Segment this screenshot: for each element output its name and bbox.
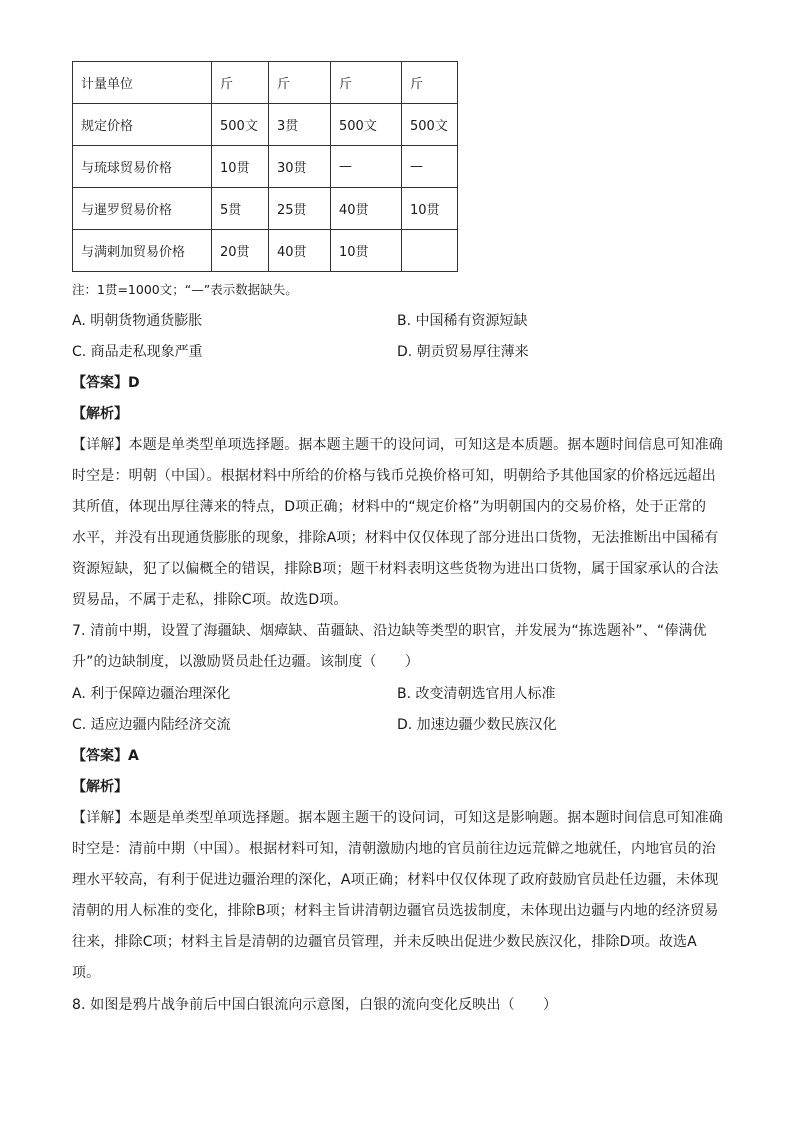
q6-option-c: C. 商品走私现象严重 xyxy=(72,344,203,360)
table-cell: 5贯 xyxy=(212,188,269,230)
q8-stem: 8. 如图是鸦片战争前后中国白银流向示意图，白银的流向变化反映出（ ） xyxy=(72,997,558,1013)
table-cell: 斤 xyxy=(212,62,269,104)
table-cell: 与琉球贸易价格 xyxy=(73,146,212,188)
table-cell: 30贯 xyxy=(269,146,331,188)
q7-detail-line: 项。 xyxy=(72,965,101,981)
q7-detail-line: 清朝的用人标准的变化，排除B项；材料主旨讲清朝边疆官员选拔制度，未体现出边疆与内地的经济贸易 xyxy=(72,903,719,919)
table-cell: 10贯 xyxy=(402,188,458,230)
table-cell xyxy=(402,230,458,272)
q6-option-b: B. 中国稀有资源短缺 xyxy=(397,313,528,329)
table-cell: 40贯 xyxy=(331,188,402,230)
table-cell: 25贯 xyxy=(269,188,331,230)
q6-analysis-label: 【解析】 xyxy=(72,406,128,422)
q7-stem-line: 升”的边缺制度，以激励贤员赴任边疆。该制度（ ） xyxy=(72,654,420,670)
q7-detail-line: 【详解】本题是单类型单项选择题。据本题主题干的设问词，可知这是影响题。据本题时间信息可知准确 xyxy=(72,810,723,826)
table-row xyxy=(73,62,458,104)
q7-option-c: C. 适应边疆内陆经济交流 xyxy=(72,717,231,733)
table-cell: 500文 xyxy=(402,104,458,146)
q6-detail-line: 【详解】本题是单类型单项选择题。据本题主题干的设问词，可知这是本质题。据本题时间信息可知准确 xyxy=(72,437,723,453)
table-cell: — xyxy=(402,146,458,188)
table-cell: 与满剌加贸易价格 xyxy=(73,230,212,272)
q6-detail-line: 贸易品，不属于走私，排除C项。故选D项。 xyxy=(72,592,348,608)
q6-detail-line: 时空是：明朝（中国）。根据材料中所给的价格与钱币兑换价格可知，明朝给予其他国家的价格远远超出 xyxy=(72,468,716,484)
table-cell: 10贯 xyxy=(331,230,402,272)
price-table-body xyxy=(73,62,458,272)
table-row xyxy=(73,146,458,188)
table-cell: 斤 xyxy=(331,62,402,104)
q6-option-d: D. 朝贡贸易厚往薄来 xyxy=(397,344,529,360)
table-note: 注：1贯=1000文；“—”表示数据缺失。 xyxy=(72,282,298,297)
table-cell: 20贯 xyxy=(212,230,269,272)
q6-answer: 【答案】D xyxy=(72,375,140,391)
q6-option-a: A. 明朝货物通货膨胀 xyxy=(72,313,203,329)
table-cell: 3贯 xyxy=(269,104,331,146)
table-row xyxy=(73,188,458,230)
q7-option-b: B. 改变清朝选官用人标准 xyxy=(397,686,556,702)
q6-detail-line: 其所值，体现出厚往薄来的特点，D项正确；材料中的“规定价格”为明朝国内的交易价格，处于正常的 xyxy=(72,499,707,515)
q7-option-a: A. 利于保障边疆治理深化 xyxy=(72,686,231,702)
table-cell: 500文 xyxy=(212,104,269,146)
table-cell: 40贯 xyxy=(269,230,331,272)
table-cell: 计量单位 xyxy=(73,62,212,104)
table-cell: 与暹罗贸易价格 xyxy=(73,188,212,230)
table-cell: 斤 xyxy=(269,62,331,104)
q6-detail-line: 水平，并没有出现通货膨胀的现象，排除A项；材料中仅仅体现了部分进出口货物，无法推断出中国稀有 xyxy=(72,530,719,546)
table-cell: — xyxy=(331,146,402,188)
q7-analysis-label: 【解析】 xyxy=(72,779,128,795)
table-cell: 规定价格 xyxy=(73,104,212,146)
q7-option-d: D. 加速边疆少数民族汉化 xyxy=(397,717,557,733)
table-row xyxy=(73,104,458,146)
q7-detail-line: 往来，排除C项；材料主旨是清朝的边疆官员管理，并未反映出促进少数民族汉化，排除D项。故选A xyxy=(72,934,697,950)
q7-detail-line: 理水平较高，有利于促进边疆治理的深化，A项正确；材料中仅仅体现了政府鼓励官员赴任边疆，未体现 xyxy=(72,872,719,888)
q7-stem-line: 7. 清前中期，设置了海疆缺、烟瘴缺、苗疆缺、沿边缺等类型的职官，并发展为“拣选题补”、“俸满优 xyxy=(72,623,707,639)
table-cell: 10贯 xyxy=(212,146,269,188)
table-cell: 500文 xyxy=(331,104,402,146)
q7-answer: 【答案】A xyxy=(72,748,139,764)
price-table xyxy=(72,61,458,272)
table-row xyxy=(73,230,458,272)
q7-detail-line: 时空是：清前中期（中国）。根据材料可知，清朝激励内地的官员前往边远荒僻之地就任，内地官员的治 xyxy=(72,841,716,857)
table-cell: 斤 xyxy=(402,62,458,104)
q6-detail-line: 资源短缺，犯了以偏概全的错误，排除B项；题干材料表明这些货物为进出口货物，属于国家承认的合法 xyxy=(72,561,719,577)
